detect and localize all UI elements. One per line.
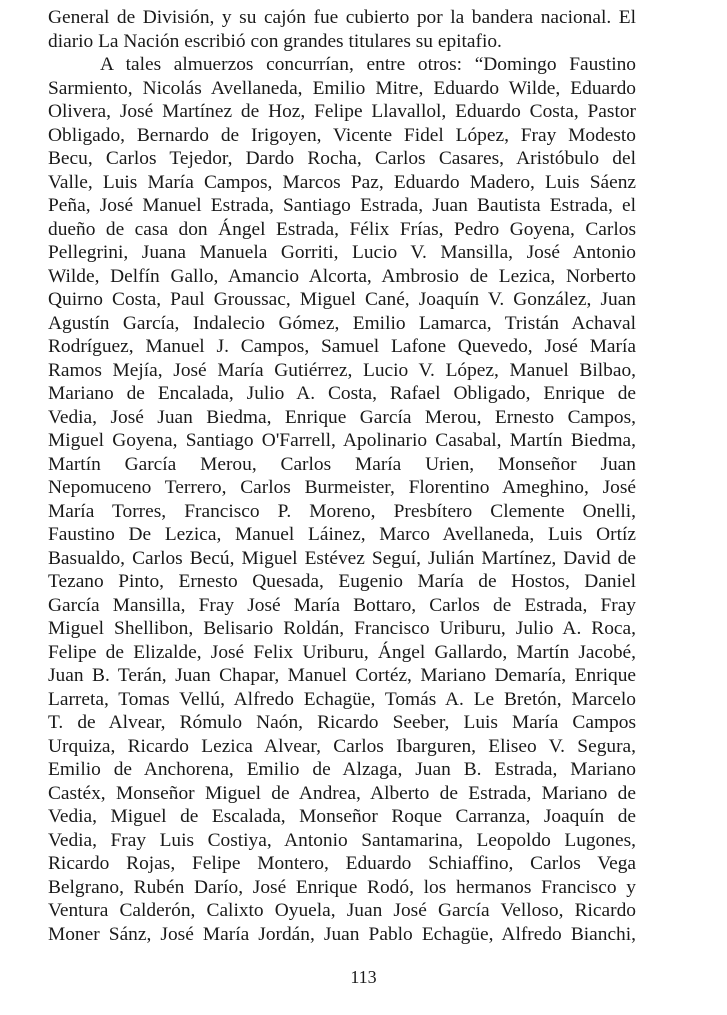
text-line: diario La Nación escribió con grandes titulares su epitafio. [48, 30, 502, 52]
text-line: Valle, Luis María Campos, Marcos Paz, Eduardo Madero, Luis Sáenz [48, 171, 636, 193]
text-line: Juan B. Terán, Juan Chapar, Manuel Cortéz, Mariano Demaría, Enrique [48, 665, 636, 686]
text-line: Martín García Merou, Carlos María Urien, Monseñor Juan [48, 453, 636, 475]
text-line: Moner Sánz, José María Jordán, Juan Pablo Echagüe, Alfredo Bianchi, [48, 923, 636, 945]
text-line: Becu, Carlos Tejedor, Dardo Rocha, Carlos Casares, Aristóbulo del [48, 148, 636, 169]
text-line: Faustino De Lezica, Manuel Láinez, Marco Avellaneda, Luis Ortíz [48, 524, 636, 545]
paragraph-continued [48, 6, 636, 53]
text-line: Pellegrini, Juana Manuela Gorriti, Lucio V. Mansilla, José Antonio [48, 242, 636, 263]
text-line: Miguel Goyena, Santiago O'Farrell, Apolinario Casabal, Martín Biedma, [48, 430, 636, 451]
text-line: T. de Alvear, Rómulo Naón, Ricardo Seeber, Luis María Campos [48, 712, 636, 733]
text-line: Olivera, José Martínez de Hoz, Felipe Llavallol, Eduardo Costa, Pastor [48, 101, 636, 122]
text-line: María Torres, Francisco P. Moreno, Presbítero Clemente Onelli, [48, 500, 636, 522]
text-line: Felipe de Elizalde, José Felix Uriburu, Ángel Gallardo, Martín Jacobé, [48, 641, 636, 663]
text-line: Vedia, Fray Luis Costiya, Antonio Santamarina, Leopoldo Lugones, [48, 829, 636, 851]
text-line: Vedia, Miguel de Escalada, Monseñor Roque Carranza, Joaquín de [48, 806, 636, 827]
text-line: Tezano Pinto, Ernesto Quesada, Eugenio María de Hostos, Daniel [48, 571, 636, 592]
text-line: Sarmiento, Nicolás Avellaneda, Emilio Mitre, Eduardo Wilde, Eduardo [48, 77, 636, 99]
page-body [48, 6, 636, 946]
text-line: A tales almuerzos concurrían, entre otros: “Domingo Faustino [100, 54, 636, 75]
text-line: García Mansilla, Fray José María Bottaro, Carlos de Estrada, Fray [48, 594, 636, 616]
text-line: Emilio de Anchorena, Emilio de Alzaga, Juan B. Estrada, Mariano [48, 759, 636, 780]
text-line: General de División, y su cajón fue cubierto por la bandera nacional. El [48, 7, 636, 28]
text-line: Ricardo Rojas, Felipe Montero, Eduardo Schiaffino, Carlos Vega [48, 853, 636, 874]
text-line: Quirno Costa, Paul Groussac, Miguel Cané, Joaquín V. González, Juan [48, 289, 636, 310]
text-line: Nepomuceno Terrero, Carlos Burmeister, Florentino Ameghino, José [48, 477, 636, 498]
text-line: Larreta, Tomas Vellú, Alfredo Echagüe, Tomás A. Le Bretón, Marcelo [48, 688, 636, 710]
page-number: 113 [350, 967, 377, 987]
text-line: Vedia, José Juan Biedma, Enrique García Merou, Ernesto Campos, [48, 406, 636, 428]
text-line: Urquiza, Ricardo Lezica Alvear, Carlos Ibarguren, Eliseo V. Segura, [48, 735, 636, 757]
text-line: Miguel Shellibon, Belisario Roldán, Francisco Uriburu, Julio A. Roca, [48, 618, 636, 639]
text-line: dueño de casa don Ángel Estrada, Félix Frías, Pedro Goyena, Carlos [48, 218, 636, 240]
text-line: Rodríguez, Manuel J. Campos, Samuel Lafone Quevedo, José María [48, 336, 636, 357]
text-line: Ventura Calderón, Calixto Oyuela, Juan José García Velloso, Ricardo [48, 900, 636, 921]
text-line: Ramos Mejía, José María Gutiérrez, Lucio V. López, Manuel Bilbao, [48, 359, 636, 381]
text-line: Agustín García, Indalecio Gómez, Emilio Lamarca, Tristán Achaval [48, 312, 636, 334]
text-line: Castéx, Monseñor Miguel de Andrea, Alberto de Estrada, Mariano de [48, 782, 636, 804]
text-line: Basualdo, Carlos Becú, Miguel Estévez Seguí, Julián Martínez, David de [48, 547, 636, 569]
text-line: Wilde, Delfín Gallo, Amancio Alcorta, Ambrosio de Lezica, Norberto [48, 265, 636, 287]
text-line: Mariano de Encalada, Julio A. Costa, Rafael Obligado, Enrique de [48, 383, 636, 404]
text-line: Peña, José Manuel Estrada, Santiago Estrada, Juan Bautista Estrada, el [48, 195, 636, 216]
text-line: Obligado, Bernardo de Irigoyen, Vicente Fidel López, Fray Modesto [48, 124, 636, 146]
text-line: Belgrano, Rubén Darío, José Enrique Rodó, los hermanos Francisco y [48, 876, 636, 898]
paragraph-guest-list [48, 53, 636, 946]
